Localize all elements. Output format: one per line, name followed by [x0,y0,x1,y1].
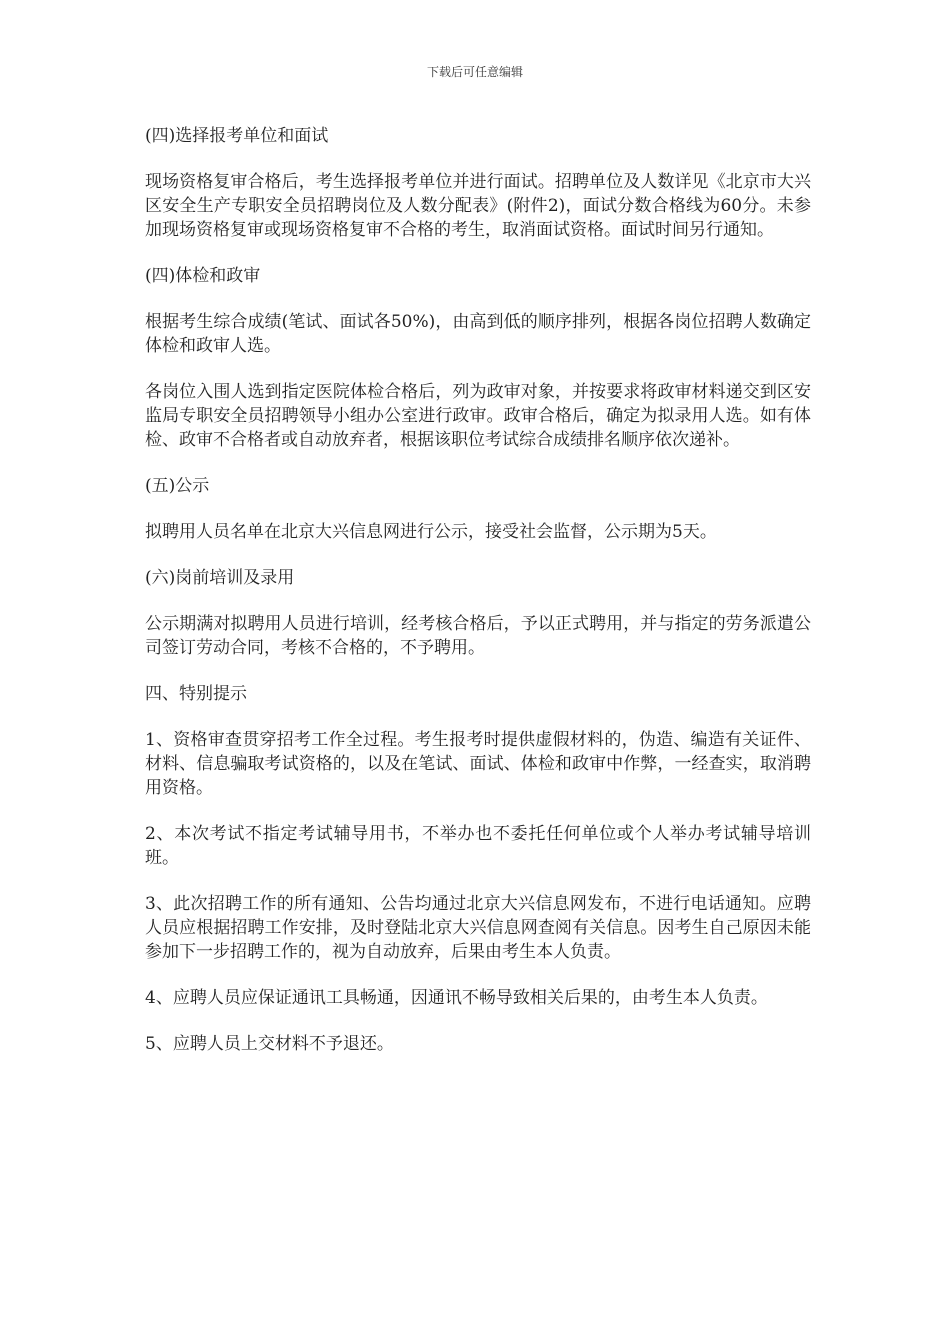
paragraph-training-hiring: 公示期满对拟聘用人员进行培训，经考核合格后，予以正式聘用，并与指定的劳务派遣公司签订劳动合同，考核不合格的，不予聘用。 [145,614,811,658]
section-heading-public-notice: (五)公示 [145,476,210,496]
section-heading-select-unit-interview: (四)选择报考单位和面试 [145,126,329,146]
section-heading-medical-political-review: (四)体检和政审 [145,266,261,286]
document-body [145,124,811,1078]
page-header-note: 下载后可任意编辑 [426,65,523,79]
paragraph-note-5: 5、应聘人员上交材料不予退还。 [145,1034,394,1054]
paragraph-composite-score: 根据考生综合成绩(笔试、面试各50%)，由高到低的顺序排列，根据各岗位招聘人数确定体检和政审人选。 [145,312,811,356]
paragraph-note-4: 4、应聘人员应保证通讯工具畅通，因通讯不畅导致相关后果的，由考生本人负责。 [145,988,768,1008]
paragraph-medical-exam: 各岗位入围人选到指定医院体检合格后，列为政审对象，并按要求将政审材料递交到区安监局专职安全员招聘领导小组办公室进行政审。政审合格后，确定为拟录用人选。如有体检、政审不合格者或自动放弃者，根据该职位考试综合成绩排名顺序依次递补。 [145,382,811,450]
section-heading-special-notes: 四、特别提示 [145,684,247,704]
section-heading-training-hiring: (六)岗前培训及录用 [145,568,295,588]
paragraph-public-notice: 拟聘用人员名单在北京大兴信息网进行公示，接受社会监督，公示期为5天。 [145,522,717,542]
paragraph-note-2: 2、本次考试不指定考试辅导用书，不举办也不委托任何单位或个人举办考试辅导培训班。 [145,824,811,868]
paragraph-note-3: 3、此次招聘工作的所有通知、公告均通过北京大兴信息网发布，不进行电话通知。应聘人员应根据招聘工作安排，及时登陆北京大兴信息网查阅有关信息。因考生自己原因未能参加下一步招聘工作的，视为自动放弃，后果由考生本人负责。 [145,894,811,962]
paragraph-note-1: 1、资格审查贯穿招考工作全过程。考生报考时提供虚假材料的，伪造、编造有关证件、材料、信息骗取考试资格的，以及在笔试、面试、体检和政审中作弊，一经查实，取消聘用资格。 [145,730,811,798]
paragraph-interview-details: 现场资格复审合格后，考生选择报考单位并进行面试。招聘单位及人数详见《北京市大兴区安全生产专职安全员招聘岗位及人数分配表》(附件2)，面试分数合格线为60分。未参加现场资格复审或现场资格复审不合格的考生，取消面试资格。面试时间另行通知。 [145,172,811,240]
